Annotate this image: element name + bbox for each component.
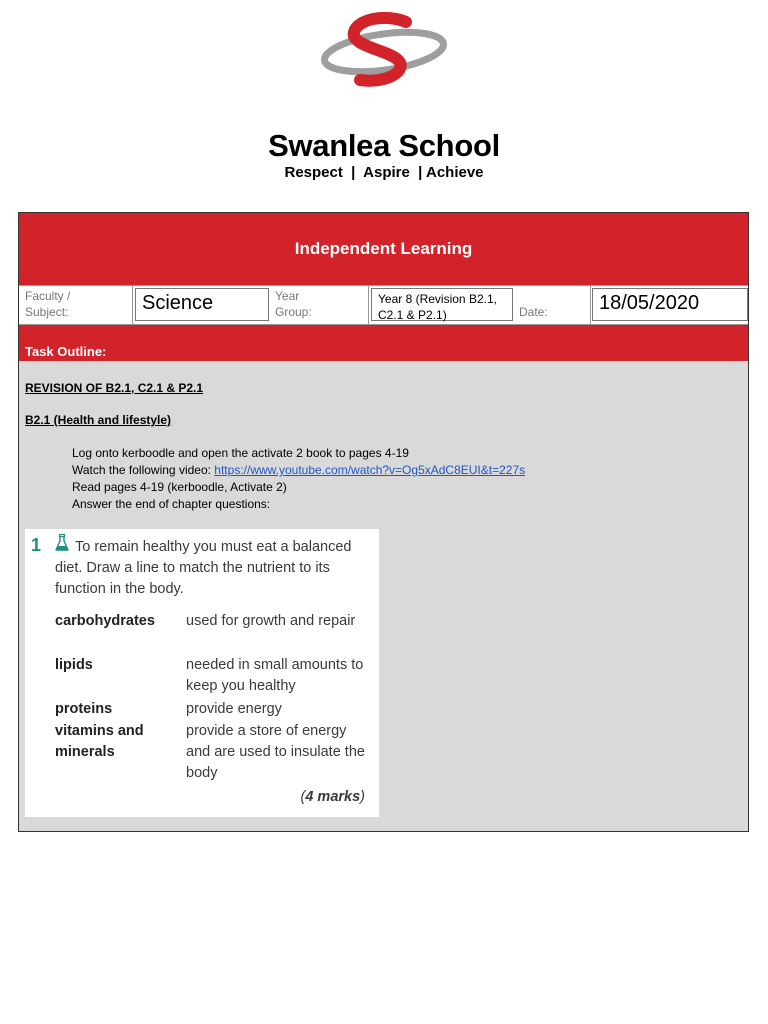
independent-learning-form <box>18 212 749 832</box>
revision-heading <box>25 381 203 395</box>
year-group-line-1: Year 8 (Revision B2.1, <box>378 292 497 306</box>
task-outline-bar <box>19 325 748 361</box>
year-label-line-1: Year <box>275 289 300 303</box>
nutrient-function: provide a store of energy and are used to insulate the body <box>186 723 365 781</box>
nutrient-function: used for growth and repair <box>186 613 356 629</box>
marks-close: ) <box>360 789 365 805</box>
marks-open: ( <box>300 789 306 805</box>
info-row <box>19 285 748 325</box>
subject-field[interactable] <box>135 288 269 321</box>
date-label: Date: <box>519 305 548 319</box>
date-label-cell <box>513 286 591 324</box>
year-label <box>269 286 368 322</box>
step-1: Log onto kerboodle and open the activate 2 book to pages 4-19 <box>72 446 409 460</box>
faculty-label-line-1: Faculty / <box>25 289 71 303</box>
year-group-value <box>372 289 512 325</box>
nutrient-term: vitamins and minerals <box>55 723 144 760</box>
school-name: Swanlea School <box>268 128 500 163</box>
step-2-prefix: Watch the following video: <box>72 463 215 477</box>
subject-value: Science <box>142 292 214 314</box>
nutrient-term: lipids <box>55 657 93 673</box>
video-link[interactable]: https://www.youtube.com/watch?v=Og5xAdC8EUI&t=227s <box>214 463 526 477</box>
date-value: 18/05/2020 <box>599 292 700 314</box>
question-marks <box>300 789 365 805</box>
task-steps <box>72 445 525 513</box>
question-text: To remain healthy you must eat a balanced diet. Draw a line to match the nutrient to its function in the body. <box>55 539 352 597</box>
question-card <box>25 529 379 817</box>
marks-value: 4 marks <box>305 789 361 805</box>
task-outline-label: Task Outline: <box>25 344 107 359</box>
nutrient-term: carbohydrates <box>55 613 155 629</box>
year-group-field[interactable] <box>371 288 513 321</box>
year-label-line-2: Group: <box>275 305 312 319</box>
step-2 <box>72 462 525 479</box>
year-label-cell <box>269 286 369 324</box>
topic-subheading <box>25 413 171 427</box>
question-number: 1 <box>31 535 42 555</box>
revision-heading-text: REVISION OF B2.1, C2.1 & P2.1 <box>25 381 204 395</box>
faculty-label-cell <box>19 286 133 324</box>
nutrient-function: provide energy <box>186 701 282 717</box>
date-field[interactable] <box>592 288 748 321</box>
school-motto: Respect | Aspire | Achieve <box>284 164 484 181</box>
form-banner: Independent Learning <box>19 213 748 285</box>
topic-subheading-text: B2.1 (Health and lifestyle) <box>25 413 172 427</box>
school-logo <box>318 12 450 92</box>
nutrient-function: needed in small amounts to keep you healthy <box>186 657 364 694</box>
step-4: Answer the end of chapter questions: <box>72 497 271 511</box>
nutrient-term: proteins <box>55 701 113 717</box>
faculty-label <box>19 286 132 322</box>
step-3: Read pages 4-19 (kerboodle, Activate 2) <box>72 480 287 494</box>
year-group-line-2: C2.1 & P2.1) <box>378 308 447 322</box>
faculty-label-line-2: Subject: <box>25 305 69 319</box>
